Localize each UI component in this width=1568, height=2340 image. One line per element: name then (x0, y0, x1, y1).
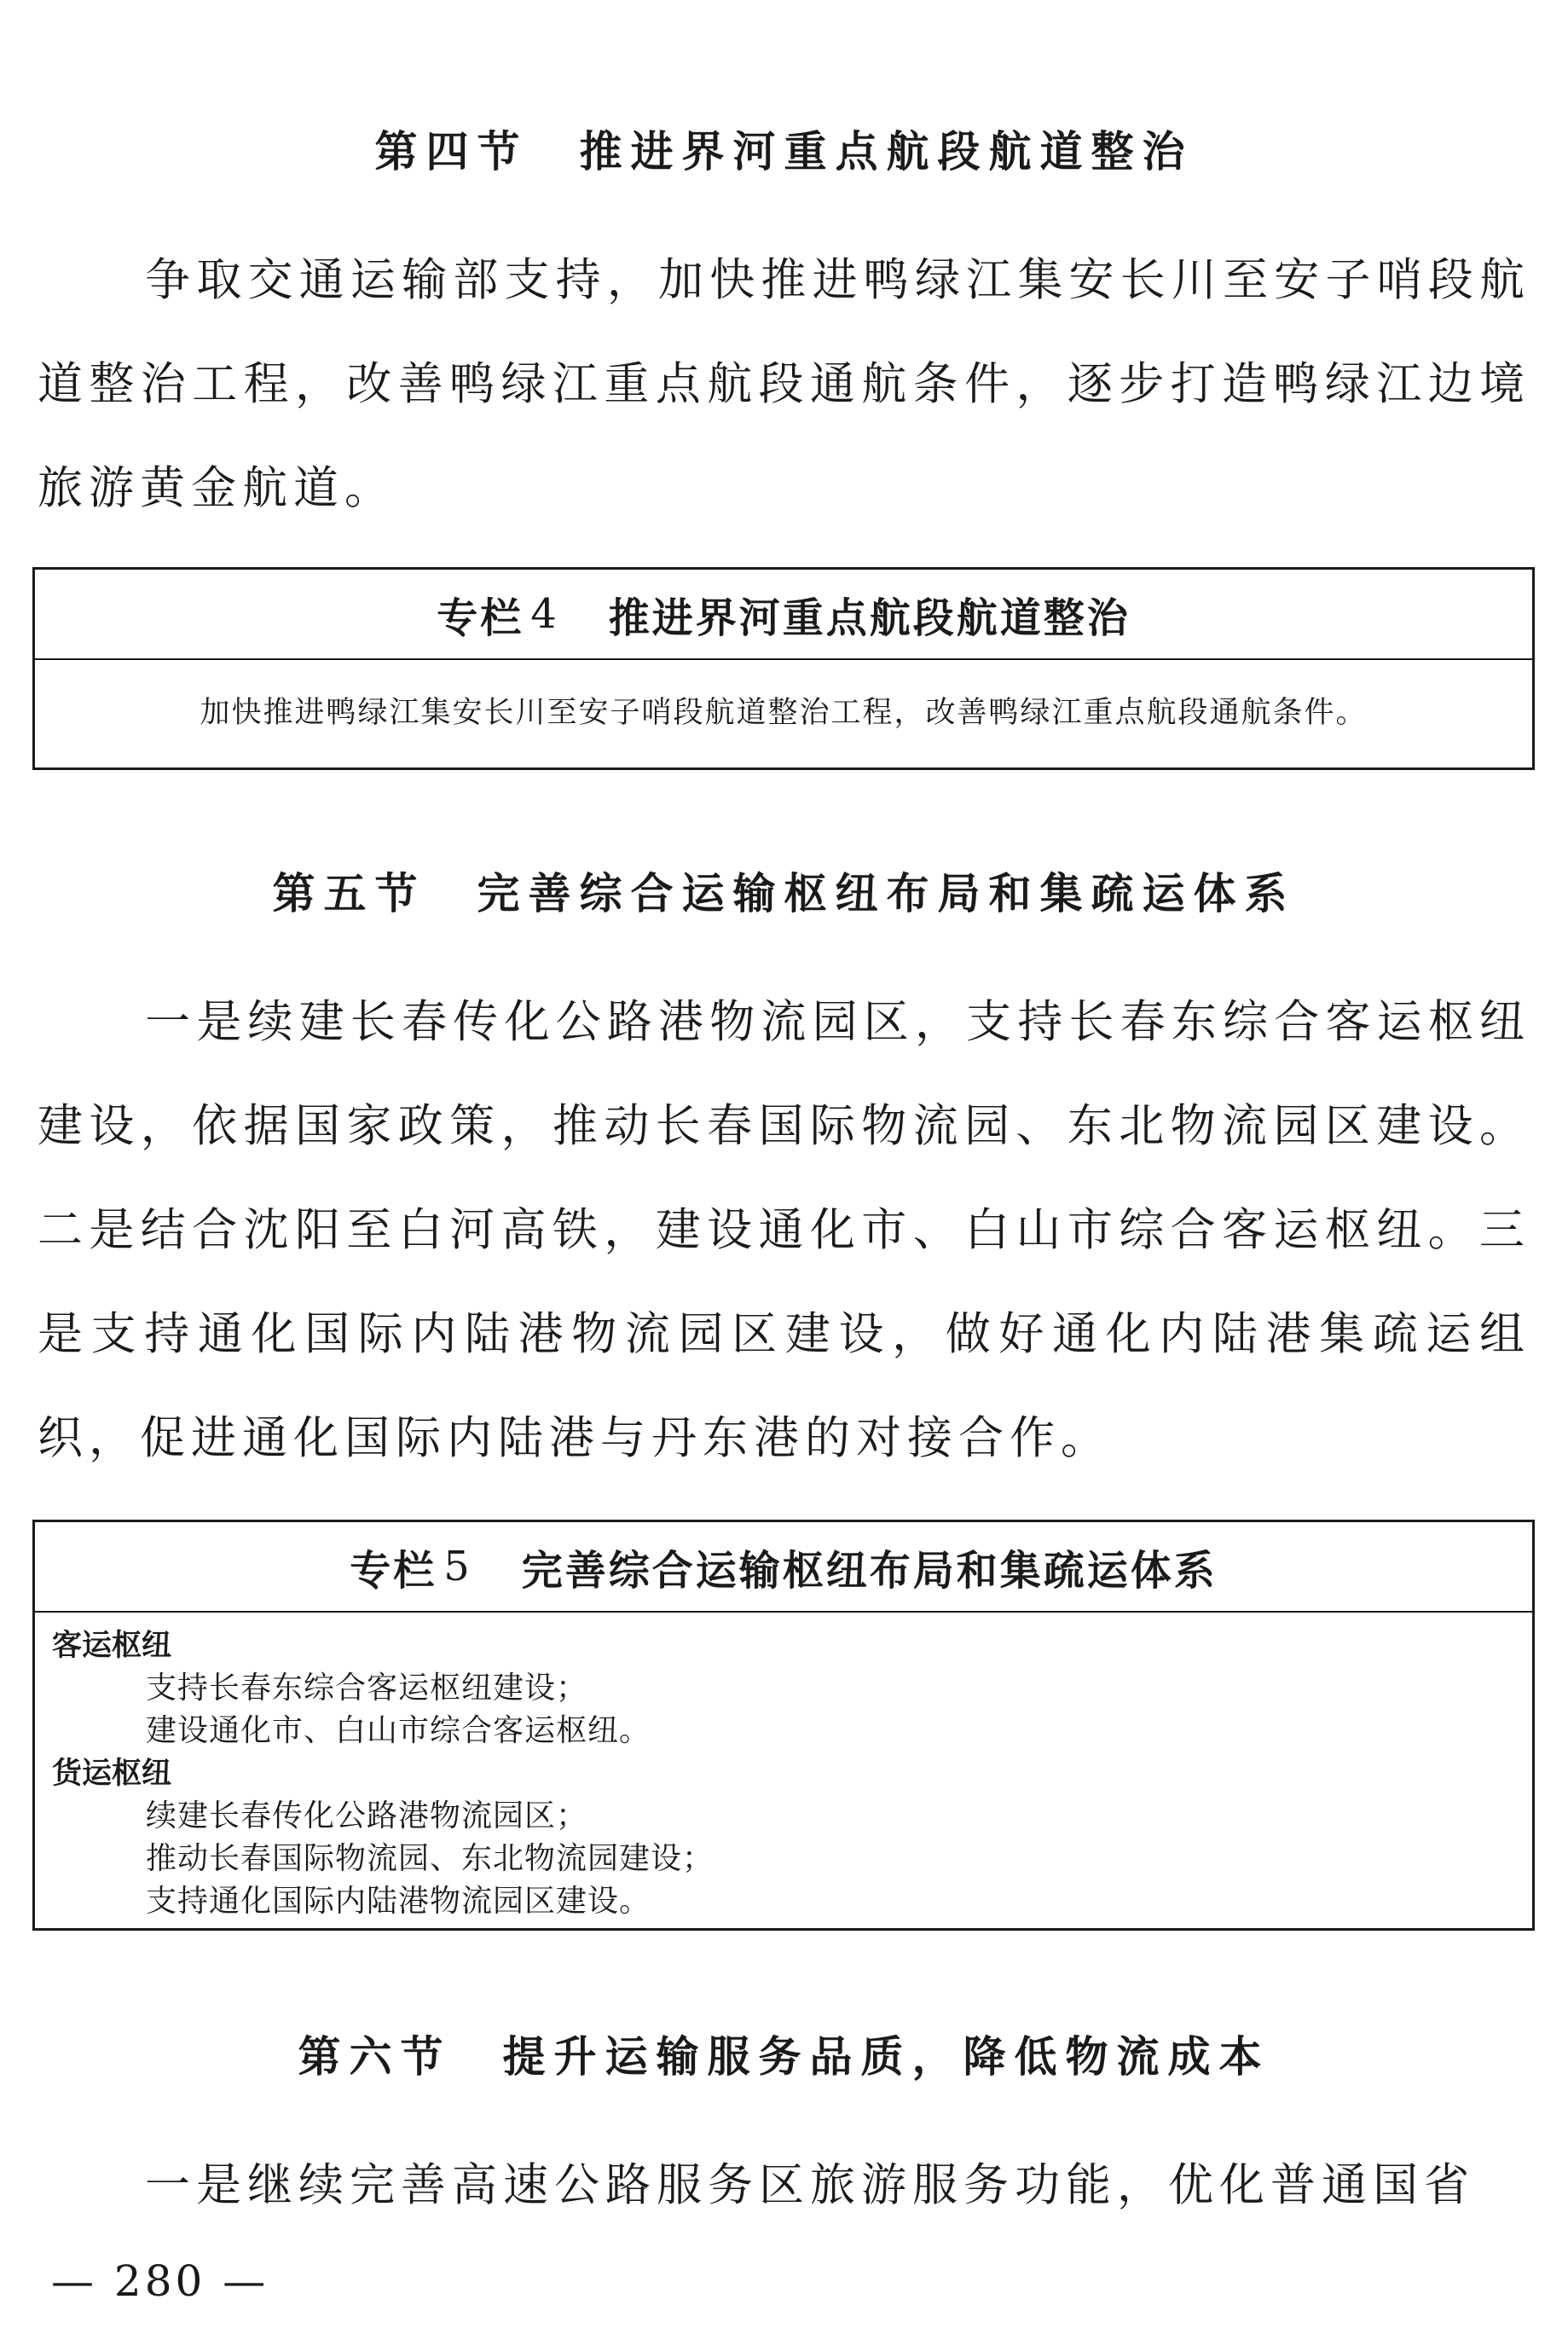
column-box-5-title: 完善综合运输枢纽布局和集疏运体系 (521, 1546, 1218, 1595)
section-5-paragraph-text: 一是续建长春传化公路港物流园区，支持长春东综合客运枢纽建设，依据国家政策，推动长春国际物流园、东北物流园区建设。二是结合沈阳至白河高铁，建设通化市、白山市综合客运枢纽。三是支持通化国际内陆港物流园区建设，做好通化内陆港集疏运组织，促进通化国际内陆港与丹东港的对接合作。 (38, 996, 1530, 1464)
category-freight-hub: 货运枢纽 (52, 1757, 172, 1791)
list-item: 建设通化市、白山市综合客运枢纽。 (146, 1713, 651, 1748)
section-4-label: 第四节 (374, 126, 529, 177)
column-box-5-header (35, 1522, 1532, 1613)
section-5-title: 完善综合运输枢纽布局和集疏运体系 (477, 868, 1296, 918)
list-item: 续建长春传化公路港物流园区； (146, 1798, 588, 1833)
column-box-4-prefix: 专栏 (437, 594, 524, 642)
section-4-paragraph-text: 争取交通运输部支持，加快推进鸭绿江集安长川至安子哨段航道整治工程，改善鸭绿江重点航段通航条件，逐步打造鸭绿江边境旅游黄金航道。 (38, 254, 1530, 514)
list-item: 支持通化国际内陆港物流园区建设。 (146, 1884, 651, 1919)
section-6-heading (0, 2023, 1568, 2084)
section-5-heading (0, 860, 1568, 921)
column-box-5-number: 5 (443, 1543, 472, 1590)
section-6-label: 第六节 (298, 2031, 452, 2082)
section-5-paragraph (38, 970, 1530, 1491)
section-6-paragraph-text: 一是继续完善高速公路服务区旅游服务功能，优化普通国省 (145, 2159, 1475, 2211)
column-box-4-number: 4 (530, 590, 559, 638)
column-box-4-body: 加快推进鸭绿江集安长川至安子哨段航道整治工程，改善鸭绿江重点航段通航条件。 (200, 696, 1368, 730)
column-box-5-body (35, 1613, 1532, 1932)
column-box-4-title: 推进界河重点航段航道整治 (608, 594, 1131, 642)
section-4-paragraph (38, 229, 1530, 541)
list-item: 推动长春国际物流园、东北物流园建设； (146, 1841, 715, 1876)
page-number: — 280 — (51, 2256, 269, 2306)
column-box-4 (32, 567, 1535, 770)
column-box-5 (32, 1520, 1535, 1931)
section-6-title: 提升运输服务品质，降低物流成本 (502, 2031, 1270, 2082)
section-4-title: 推进界河重点航段航道整治 (579, 126, 1194, 177)
category-passenger-hub: 客运枢纽 (52, 1629, 172, 1663)
column-box-4-header (35, 570, 1532, 660)
column-box-5-prefix: 专栏 (350, 1546, 437, 1595)
section-6-paragraph (38, 2134, 1530, 2238)
section-4-heading (0, 118, 1568, 179)
list-item: 支持长春东综合客运枢纽建设； (146, 1671, 588, 1706)
section-5-label: 第五节 (272, 868, 426, 918)
